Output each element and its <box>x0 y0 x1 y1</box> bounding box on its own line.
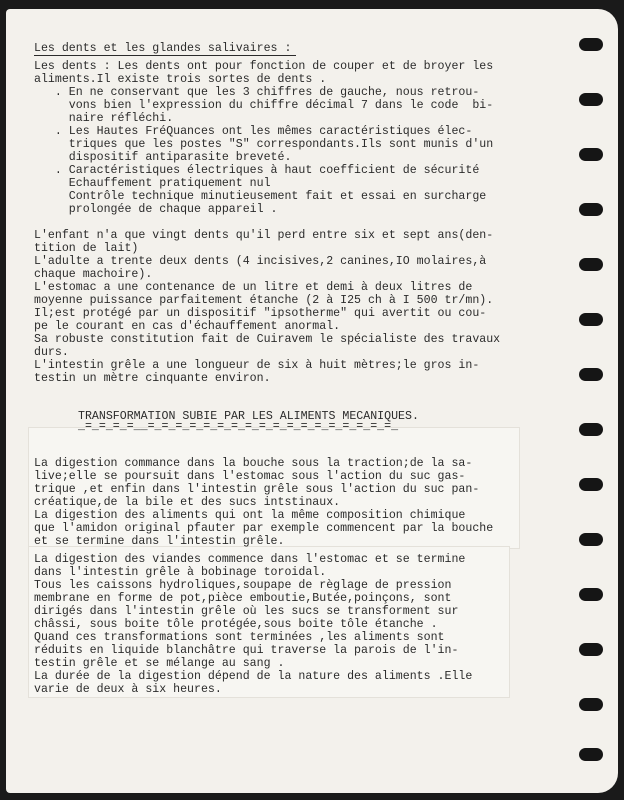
binder-hole <box>579 38 603 51</box>
text-line: L'enfant n'a que vingt dents qu'il perd entre six et sept ans(den- <box>34 229 494 242</box>
binder-hole <box>579 748 603 761</box>
title-underline <box>34 55 296 56</box>
binder-hole <box>579 423 603 436</box>
text-line: Tous les caissons hydroliques,soupape de règlage de pression <box>34 579 452 592</box>
binder-hole <box>579 313 603 326</box>
text-line: varie de deux à six heures. <box>34 683 222 696</box>
text-line: membrane en forme de pot,pièce emboutie,Butée,poinçons, sont <box>34 592 452 605</box>
binder-hole <box>579 533 603 546</box>
text-line: . Caractéristiques électriques à haut coefficient de sécurité <box>34 164 480 177</box>
text-line: chaque machoire). <box>34 268 153 281</box>
text-line: durs. <box>34 346 69 359</box>
text-line: live;elle se poursuit dans l'estomac sous l'action du suc gas- <box>34 470 466 483</box>
text-line: créatique,de la bile et des sucs intstinaux. <box>34 496 341 509</box>
text-line: La durée de la digestion dépend de la nature des aliments .Elle <box>34 670 473 683</box>
text-line: triques que les postes "S" correspondants.Ils sont munis d'un <box>34 138 494 151</box>
text-line: L'adulte a trente deux dents (4 incisives,2 canines,IO molaires,à <box>34 255 487 268</box>
binder-hole <box>579 698 603 711</box>
binder-hole <box>579 643 603 656</box>
text-line: testin un mètre cinquante environ. <box>34 372 271 385</box>
section-heading: TRANSFORMATION SUBIE PAR LES ALIMENTS MECANIQUES. <box>78 410 419 423</box>
text-line: moyenne puissance parfaitement étanche (2 à I25 ch à I 500 tr/mn). <box>34 294 494 307</box>
binder-hole <box>579 148 603 161</box>
page-title: Les dents et les glandes salivaires : <box>34 42 292 55</box>
typed-page <box>6 9 618 793</box>
text-line: trique ,et enfin dans l'intestin grêle sous l'action du suc pan- <box>34 483 480 496</box>
text-line: réduits en liquide blanchâtre qui traverse la parois de l'in- <box>34 644 459 657</box>
text-line: L'estomac a une contenance de un litre et demi à deux litres de <box>34 281 473 294</box>
text-line: aliments.Il existe trois sortes de dents . <box>34 73 327 86</box>
text-line: pe le courant en cas d'échauffement anormal. <box>34 320 341 333</box>
text-line: dirigés dans l'intestin grêle où les sucs se transforment sur <box>34 605 459 618</box>
text-line: Contrôle technique minutieusement fait et essai en surcharge <box>34 190 487 203</box>
text-line: . En ne conservant que les 3 chiffres de gauche, nous retrou- <box>34 86 480 99</box>
section-underline: _=_=_=_=__=_=_=_=_=_=_=_=_=_=_=_=_=_=_=_=_=_=_ <box>78 420 399 433</box>
text-line: Les dents : Les dents ont pour fonction de couper et de broyer les <box>34 60 494 73</box>
text-line: dans l'intestin grêle à bobinage toroidal. <box>34 566 327 579</box>
text-line: L'intestin grêle a une longueur de six à huit mètres;le gros in- <box>34 359 480 372</box>
text-line: châssi, sous boite tôle protégée,sous boite tôle étanche . <box>34 618 438 631</box>
text-line: naire réfléchi. <box>34 112 174 125</box>
text-line: tition de lait) <box>34 242 139 255</box>
binder-hole <box>579 588 603 601</box>
text-line: Quand ces transformations sont terminées ,les aliments sont <box>34 631 445 644</box>
text-line: vons bien l'expression du chiffre décimal 7 dans le code bi- <box>34 99 494 112</box>
binder-hole <box>579 368 603 381</box>
text-line: dispositif antiparasite breveté. <box>34 151 292 164</box>
text-line: Il;est protégé par un dispositif "ipsotherme" qui avertit ou cou- <box>34 307 487 320</box>
text-line: et se termine dans l'intestin grêle. <box>34 535 285 548</box>
binder-hole <box>579 203 603 216</box>
text-line: La digestion des aliments qui ont la même composition chimique <box>34 509 466 522</box>
text-line: . Les Hautes FréQuances ont les mêmes caractéristiques élec- <box>34 125 473 138</box>
binder-hole <box>579 93 603 106</box>
text-line: testin grêle et se mélange au sang . <box>34 657 285 670</box>
binder-hole <box>579 478 603 491</box>
text-line: Sa robuste constitution fait de Cuiravem le spécialiste des travaux <box>34 333 501 346</box>
text-line: que l'amidon original pfauter par exemple commencent par la bouche <box>34 522 494 535</box>
text-line: prolongée de chaque appareil . <box>34 203 278 216</box>
text-line: La digestion commance dans la bouche sous la traction;de la sa- <box>34 457 473 470</box>
text-line: Echauffement pratiquement nul <box>34 177 271 190</box>
binder-hole <box>579 258 603 271</box>
text-line: La digestion des viandes commence dans l'estomac et se termine <box>34 553 466 566</box>
